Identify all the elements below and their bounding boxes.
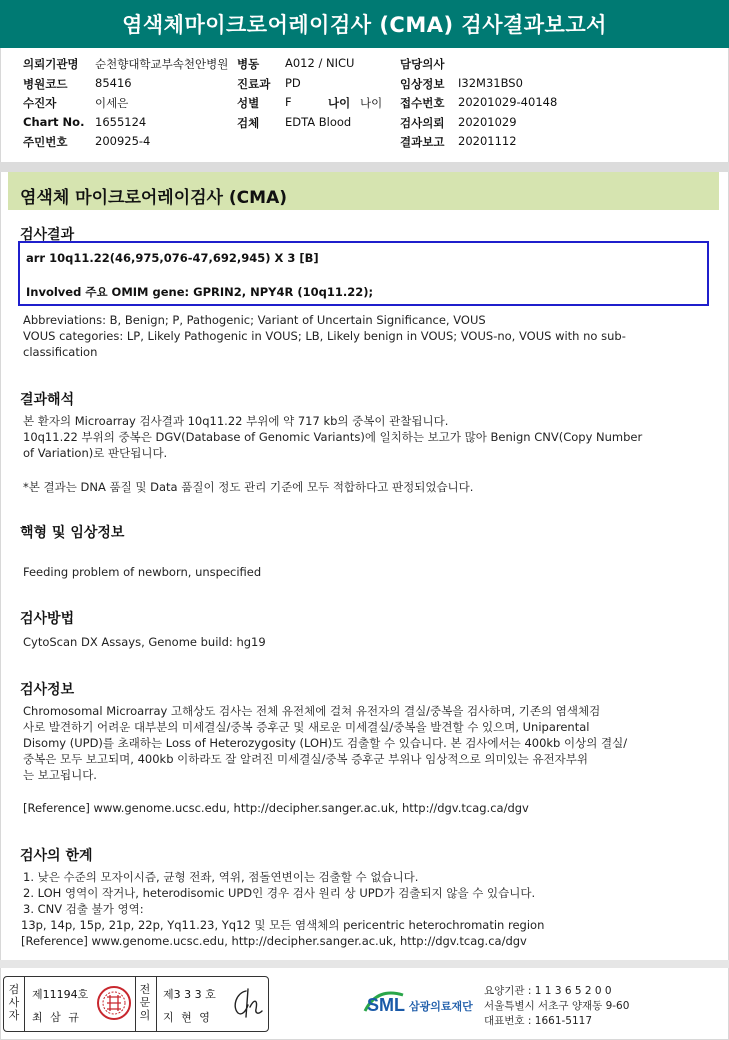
section-title: 염색체 마이크로어레이검사 (CMA) (20, 188, 287, 208)
institution-value: 순천향대학교부속천안병원 (95, 57, 229, 71)
sig-divider (24, 977, 25, 1031)
tester-seal-icon (96, 985, 132, 1021)
limits-line: 13p, 14p, 15p, 21p, 22p, Yq11.23, Yq12 및 모든 염색체의 pericentric heterochromatin region (21, 918, 545, 932)
age-value: 나이 (360, 96, 383, 110)
abbreviation-line: classification (23, 345, 98, 359)
report-date-label: 결과보고 (400, 135, 445, 149)
section-banner (8, 172, 719, 210)
abbreviation-line: Abbreviations: B, Benign; P, Pathogenic; Variant of Uncertain Significance, VOUS (23, 313, 486, 327)
sex-label: 성별 (237, 96, 260, 110)
lab-logo-text: SML (367, 995, 405, 1015)
receipt-label: 접수번호 (400, 96, 445, 110)
resident-label: 주민번호 (23, 135, 68, 149)
age-label: 나이 (328, 96, 351, 110)
info-reference: [Reference] www.genome.ucsc.edu, http://decipher.sanger.ac.uk, http://dgv.tcag.ca/dgv (23, 801, 529, 815)
karyotype-text: Feeding problem of newborn, unspecified (23, 565, 262, 579)
limits-line: [Reference] www.genome.ucsc.edu, http://decipher.sanger.ac.uk, http://dgv.tcag.ca/dgv (21, 934, 527, 948)
resident-value: 200925-4 (95, 134, 151, 148)
collector-label: 수진자 (23, 96, 57, 110)
result-karyotype: arr 10q11.22(46,975,076-47,692,945) X 3 [B] (26, 251, 319, 265)
limits-line: 2. LOH 영역이 작거나, heterodisomic UPD인 경우 검사 원리 상 UPD가 검출되지 않을 수 있습니다. (23, 886, 536, 900)
ward-label: 병동 (237, 57, 260, 71)
report-title: 염색체마이크로어레이검사 (CMA) 검사결과보고서 (0, 0, 729, 48)
interpretation-text (23, 413, 642, 461)
lab-logo (363, 985, 481, 1023)
approver-name: 지 현 영 (163, 1011, 212, 1024)
limits-line: 3. CNV 검출 불가 영역: (23, 902, 144, 916)
ward-value: A012 / NICU (285, 56, 355, 70)
interpretation-line: 본 환자의 Microarray 검사결과 10q11.22 부위에 약 717 kb의 중복이 관찰됩니다. (23, 414, 449, 428)
abbreviations (23, 312, 626, 360)
clinical-value: I32M31BS0 (458, 76, 523, 90)
approver-label-char: 전 (139, 983, 151, 996)
limits-heading: 검사의 한계 (20, 848, 93, 864)
lab-phone: 대표번호 : 1661-5117 (484, 1015, 593, 1027)
info-heading: 검사정보 (20, 682, 75, 698)
tester-label-char: 자 (8, 1009, 20, 1022)
tester-number: 제11194호 (32, 988, 89, 1001)
info-line: 중복은 모두 보고되며, 400kb 이하라도 잘 알려진 미세결실/중복 증후군 부위나 임상적으로 의미있는 유전자부위 (23, 752, 588, 766)
footer-divider (0, 960, 729, 968)
patient-info (0, 50, 729, 162)
tester-label-char: 사 (8, 996, 20, 1009)
doctor-label: 담당의사 (400, 57, 445, 71)
info-line: Chromosomal Microarray 고해상도 검사는 전체 유전체에 걸쳐 유전자의 결실/중복을 검사하며, 기존의 염색체검 (23, 704, 601, 718)
lab-contact (484, 984, 629, 1029)
method-text: CytoScan DX Assays, Genome build: hg19 (23, 635, 266, 649)
dept-label: 진료과 (237, 77, 271, 91)
specimen-value: EDTA Blood (285, 115, 352, 129)
institution-label: 의뢰기관명 (23, 57, 79, 71)
tester-name: 최 삼 규 (32, 1011, 81, 1024)
tester-label-char: 검 (8, 983, 20, 996)
limits-line: 1. 낮은 수준의 모자이시즘, 균형 전좌, 역위, 점돌연변이는 검출할 수 없습니다. (23, 870, 419, 884)
approver-number: 제3 3 3 호 (163, 988, 216, 1001)
clinical-label: 임상정보 (400, 77, 445, 91)
hospital-code-label: 병원코드 (23, 77, 68, 91)
info-line: 는 보고됩니다. (23, 768, 97, 782)
result-box (18, 241, 709, 306)
sig-divider (135, 977, 136, 1031)
limits-text (23, 869, 544, 949)
info-text (23, 703, 627, 783)
interpretation-line: 10q11.22 부위의 중복은 DGV(Database of Genomic Variants)에 일치하는 보고가 많아 Benign CNV(Copy Number (23, 430, 643, 444)
lab-address: 서울특별시 서초구 양재동 9-60 (484, 1000, 630, 1012)
interpretation-heading: 결과해석 (20, 392, 75, 408)
receipt-value: 20201029-40148 (458, 95, 558, 109)
signature-box (3, 976, 269, 1032)
quality-note: *본 결과는 DNA 품질 및 Data 품질이 정도 관리 기준에 모두 적합하다고 판정되었습니다. (23, 480, 474, 494)
header-divider (0, 162, 729, 172)
lab-name: 삼광의료재단 (409, 1000, 473, 1013)
interpretation-line: of Variation)로 판단됩니다. (23, 446, 168, 460)
tester-label (6, 983, 22, 1022)
approver-label (137, 983, 153, 1022)
approver-label-char: 문 (139, 996, 151, 1009)
collector-value: 이세은 (95, 96, 129, 110)
karyotype-heading: 핵형 및 임상정보 (20, 525, 125, 541)
sml-logo-icon (363, 985, 481, 1019)
sig-divider (156, 977, 157, 1031)
approver-label-char: 의 (139, 1009, 151, 1022)
specimen-label: 검체 (237, 116, 260, 130)
lab-code: 요양기관 : 1 1 3 6 5 2 0 0 (484, 985, 612, 997)
abbreviation-line: VOUS categories: LP, Likely Pathogenic in VOUS; LB, Likely benign in VOUS; VOUS-no, VOUS with no sub- (23, 329, 626, 343)
result-heading: 검사결과 (20, 227, 75, 243)
sex-value: F (285, 95, 292, 109)
method-heading: 검사방법 (20, 611, 75, 627)
chart-value: 1655124 (95, 115, 147, 129)
dept-value: PD (285, 76, 301, 90)
request-label: 검사의뢰 (400, 116, 445, 130)
report-date-value: 20201112 (458, 134, 517, 148)
info-line: 사로 발견하기 어려운 대부분의 미세결실/중복 증후군 및 새로운 미세결실/중복을 발견할 수 있으며, Uniparental (23, 720, 590, 734)
chart-label: Chart No. (23, 115, 85, 129)
request-value: 20201029 (458, 115, 517, 129)
hospital-code-value: 85416 (95, 76, 132, 90)
result-genes: Involved 주요 OMIM gene: GPRIN2, NPY4R (10q11.22); (26, 285, 374, 299)
info-line: Disomy (UPD)를 초래하는 Loss of Heterozygosity (LOH)도 검출할 수 있습니다. 본 검사에서는 400kb 이상의 결실/ (23, 736, 628, 750)
approver-signature-icon (226, 985, 266, 1023)
